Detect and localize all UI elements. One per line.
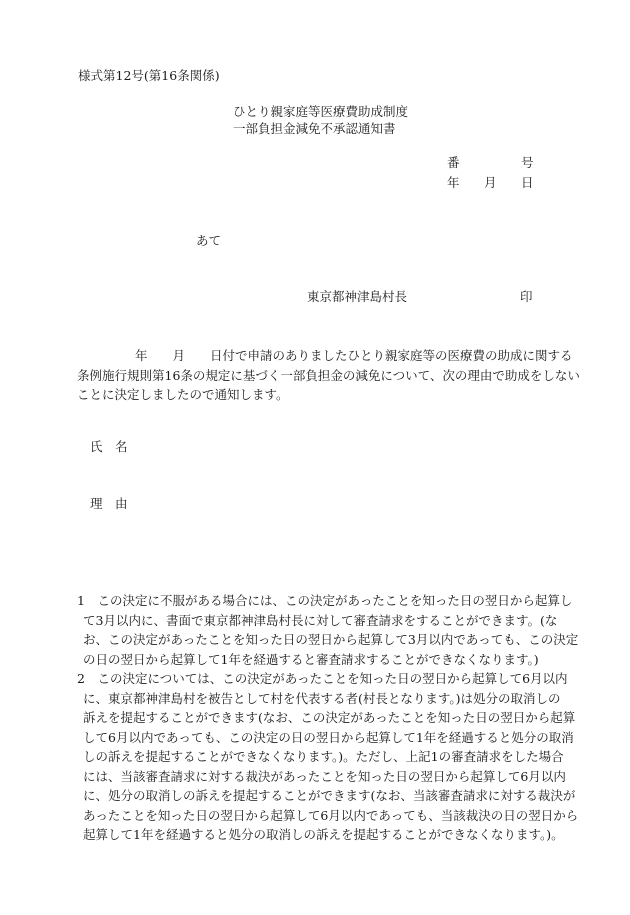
body-month-label: 月 [172, 348, 186, 363]
form-number: 様式第12号(第16条関係) [78, 68, 220, 83]
notice-body [77, 346, 580, 405]
reference-number-label: 番 [447, 155, 460, 170]
body-line-3: ことに決定しましたので通知します。 [77, 387, 289, 402]
body-line-1-text: 日付で申請のありましたひとり親家庭等の医療費の助成に関する [210, 348, 573, 363]
note-2-line: しの訴えを提起することができなくなります。)。ただし、上記1の審査請求をした場合 [83, 749, 564, 764]
addressee-suffix: あて [196, 233, 222, 248]
body-line-1 [77, 346, 573, 366]
reference-number-suffix: 号 [521, 155, 534, 170]
date-day-label: 日 [521, 175, 534, 190]
note-1-line: お、この決定があったことを知った日の翌日から起算して3月以内であっても、この決定 [83, 632, 579, 647]
note-1-line: 1 この決定に不服がある場合には、この決定があったことを知った日の翌日から起算し [77, 593, 573, 608]
note-2-line: 訴えを提起することができます(なお、この決定があったことを知った日の翌日から起算 [83, 710, 576, 725]
note-2-line: 起算して1年を経過すると処分の取消しの訴えを提起することができなくなります。)。 [83, 827, 564, 842]
note-1-line: の日の翌日から起算して1年を経過すると審査請求することができなくなります。) [83, 651, 539, 667]
note-2-line: に、東京都神津島村を被告として村を代表する者(村長となります。)は処分の取消しの [83, 690, 561, 706]
body-year-label: 年 [135, 348, 148, 363]
note-2-line: 2 この決定については、この決定があったことを知った日の翌日から起算して6月以内 [77, 671, 568, 686]
note-2-line: して6月以内であっても、この決定の日の翌日から起算して1年を経過すると処分の取消 [83, 729, 574, 745]
document-title-line-2: 一部負担金減免不承認通知書 [233, 121, 396, 136]
note-2-line: に、処分の取消しの訴えを提起することができます(なお、当該審査請求に対する裁決が [83, 788, 576, 803]
note-1-line: て3月以内に、書面で東京都神津島村長に対して審査請求をすることができます。(な [83, 612, 558, 628]
note-2-line: には、当該審査請求に対する裁決があったことを知った日の翌日から起算して6月以内 [83, 768, 566, 784]
appeal-notes [77, 591, 577, 845]
note-2-line: あったことを知った日の翌日から起算して6月以内であっても、当該裁決の日の翌日から [83, 807, 579, 823]
name-field-label: 氏 名 [90, 439, 128, 454]
date-year-label: 年 [447, 175, 460, 190]
body-line-2: 条例施行規則第16条の規定に基づく一部負担金の減免について、次の理由で助成をしない [77, 367, 580, 383]
issuer-name: 東京都神津島村長 [307, 289, 408, 304]
document-title-line-1: ひとり親家庭等医療費助成制度 [233, 104, 409, 119]
date-month-label: 月 [484, 175, 497, 190]
seal-mark: 印 [520, 289, 533, 304]
reason-field-label: 理 由 [90, 496, 128, 511]
